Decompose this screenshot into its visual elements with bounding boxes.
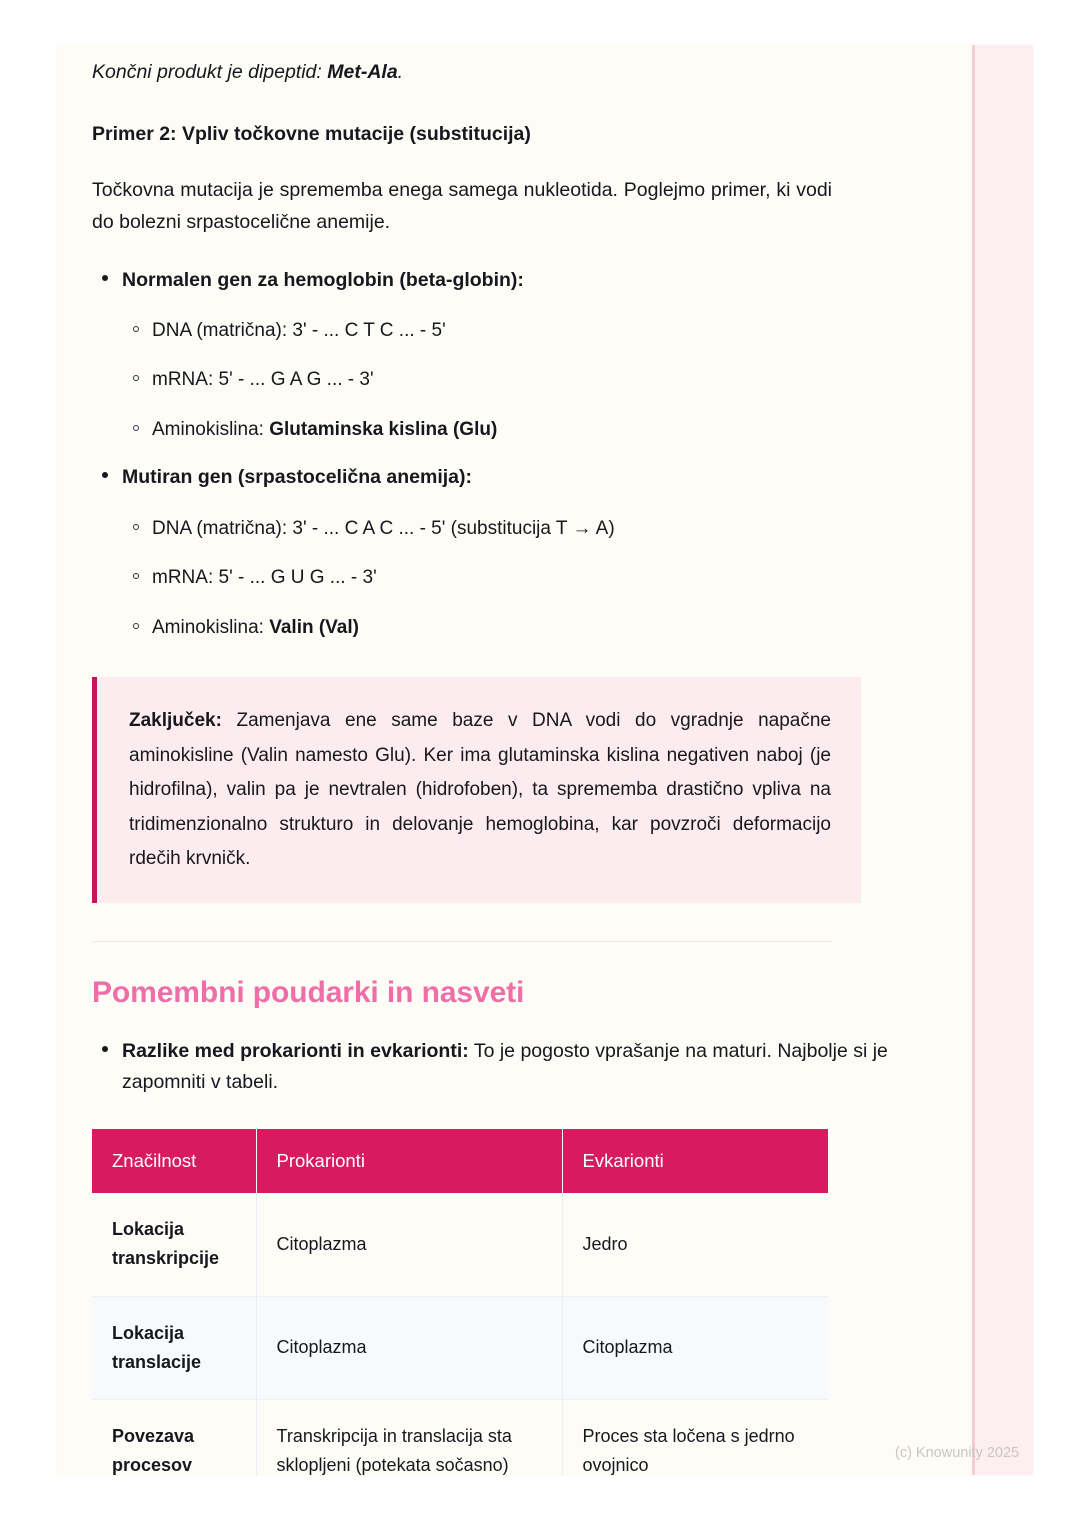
tip-bold: Razlike med prokarionti in evkarionti: — [122, 1039, 469, 1062]
bullet-dot-icon — [102, 472, 108, 478]
example-subheading: Primer 2: Vpliv točkovne mutacije (substitucija) — [92, 123, 531, 146]
intro-italic-suffix: . — [397, 61, 404, 83]
section-divider — [92, 941, 832, 942]
gene-detail-bold: Glutaminska kislina (Glu) — [269, 418, 498, 440]
gene-detail — [152, 416, 892, 445]
gene-detail-label: Aminokislina: — [152, 418, 270, 440]
gene-detail — [152, 366, 892, 395]
copyright-watermark: (c) Knowunity 2025 — [895, 1445, 1020, 1461]
conclusion-body: Zamenjava ene same baze v DNA vodi do vgradnje napačne aminokisline (Valin namesto Glu). Ker ima glutaminska kislina negativen naboj (je hidrofilna), valin pa je nevtralen (hidrofoben), ta sprememba drastično vpliva na tridimenzionalno strukturo in delovanje hemoglobina, kar povzroči deformacijo rdečih krvničk. — [129, 710, 831, 870]
table-body — [92, 1193, 828, 1475]
list-item — [92, 265, 892, 445]
table-row — [92, 1193, 828, 1296]
table-cell-prokarionti: Transkripcija in translacija sta sklopljeni (potekata sočasno) — [256, 1399, 562, 1475]
gene-detail-label: Aminokislina: — [152, 616, 270, 638]
table-cell-evkarionti: Proces sta ločena s jedrno ovojnico — [562, 1399, 828, 1475]
intro-paragraph: Točkovna mutacija je sprememba enega samega nukleotida. Poglejmo primer, ki vodi do bolezni srpastocelične anemije. — [92, 179, 832, 234]
bullet-circle-icon — [133, 326, 139, 332]
gene-list — [92, 265, 892, 642]
gene-detail-bold: Valin (Val) — [269, 616, 359, 638]
bullet-dot-icon — [102, 1046, 108, 1052]
gene-sublist — [122, 317, 892, 445]
gene-detail — [152, 564, 892, 593]
table-header-row — [92, 1129, 828, 1193]
list-item — [122, 366, 892, 395]
table-column-header-eukaryotes: Evkarionti — [562, 1129, 828, 1193]
gene-detail-label: mRNA: 5' - ... G U G ... - 3' — [152, 567, 377, 588]
bullet-circle-icon — [133, 425, 139, 431]
table-cell-feature: Lokacija transkripcije — [92, 1193, 256, 1296]
table-cell-evkarionti: Jedro — [562, 1193, 828, 1296]
bullet-dot-icon — [102, 275, 108, 281]
comparison-table — [92, 1129, 828, 1475]
list-item — [122, 317, 892, 346]
gene-detail — [152, 614, 892, 643]
table-cell-prokarionti: Citoplazma — [256, 1193, 562, 1296]
table-row — [92, 1399, 828, 1475]
conclusion-text — [129, 704, 831, 877]
table-column-header-prokaryotes: Prokarionti — [256, 1129, 562, 1193]
gene-detail — [152, 317, 892, 346]
gene-group-title: Normalen gen za hemoglobin (beta-globin): — [122, 268, 524, 291]
tip-text — [122, 1036, 892, 1098]
section-heading: Pomembni poudarki in nasveti — [92, 975, 525, 1009]
table-cell-prokarionti: Citoplazma — [256, 1296, 562, 1399]
intro-italic-prefix: Končni produkt je dipeptid: — [92, 61, 328, 83]
gene-detail — [152, 515, 892, 544]
intro-italic-line — [92, 57, 892, 87]
bullet-circle-icon — [133, 573, 139, 579]
gene-group-title: Mutiran gen (srpastocelična anemija): — [122, 466, 473, 489]
list-item — [122, 614, 892, 643]
list-item — [122, 564, 892, 593]
table-column-header-feature: Značilnost — [92, 1129, 256, 1193]
table-row — [92, 1296, 828, 1399]
bullet-circle-icon — [133, 375, 139, 381]
list-item — [122, 515, 892, 544]
gene-detail-label: DNA (matrična): 3' - ... C T C ... - 5' — [152, 319, 446, 341]
document-content — [92, 45, 892, 1475]
list-item — [122, 416, 892, 445]
intro-italic-bold: Met-Ala — [327, 61, 398, 83]
bullet-circle-icon — [133, 623, 139, 629]
gene-detail-label: mRNA: 5' - ... G A G ... - 3' — [152, 369, 374, 391]
list-item — [92, 1036, 892, 1098]
conclusion-callout — [92, 677, 861, 903]
table-head — [92, 1129, 828, 1193]
conclusion-label: Zaključek: — [129, 710, 222, 731]
tips-list — [92, 1036, 892, 1098]
gene-sublist — [122, 515, 892, 643]
decorative-pink-strip — [972, 45, 1033, 1475]
table-cell-feature: Povezava procesov — [92, 1399, 256, 1475]
table-cell-evkarionti: Citoplazma — [562, 1296, 828, 1399]
list-item — [92, 462, 892, 642]
gene-detail-label: DNA (matrična): 3' - ... C A C ... - 5' (substitucija T → A) — [152, 517, 615, 539]
table-cell-feature: Lokacija translacije — [92, 1296, 256, 1399]
document-page — [57, 45, 1033, 1475]
comparison-table-wrapper — [92, 1129, 828, 1475]
tip-rest: To je pogosto vprašanje na maturi. Najbolje si je zapomniti v tabeli. — [122, 1039, 888, 1094]
bullet-circle-icon — [133, 524, 139, 530]
